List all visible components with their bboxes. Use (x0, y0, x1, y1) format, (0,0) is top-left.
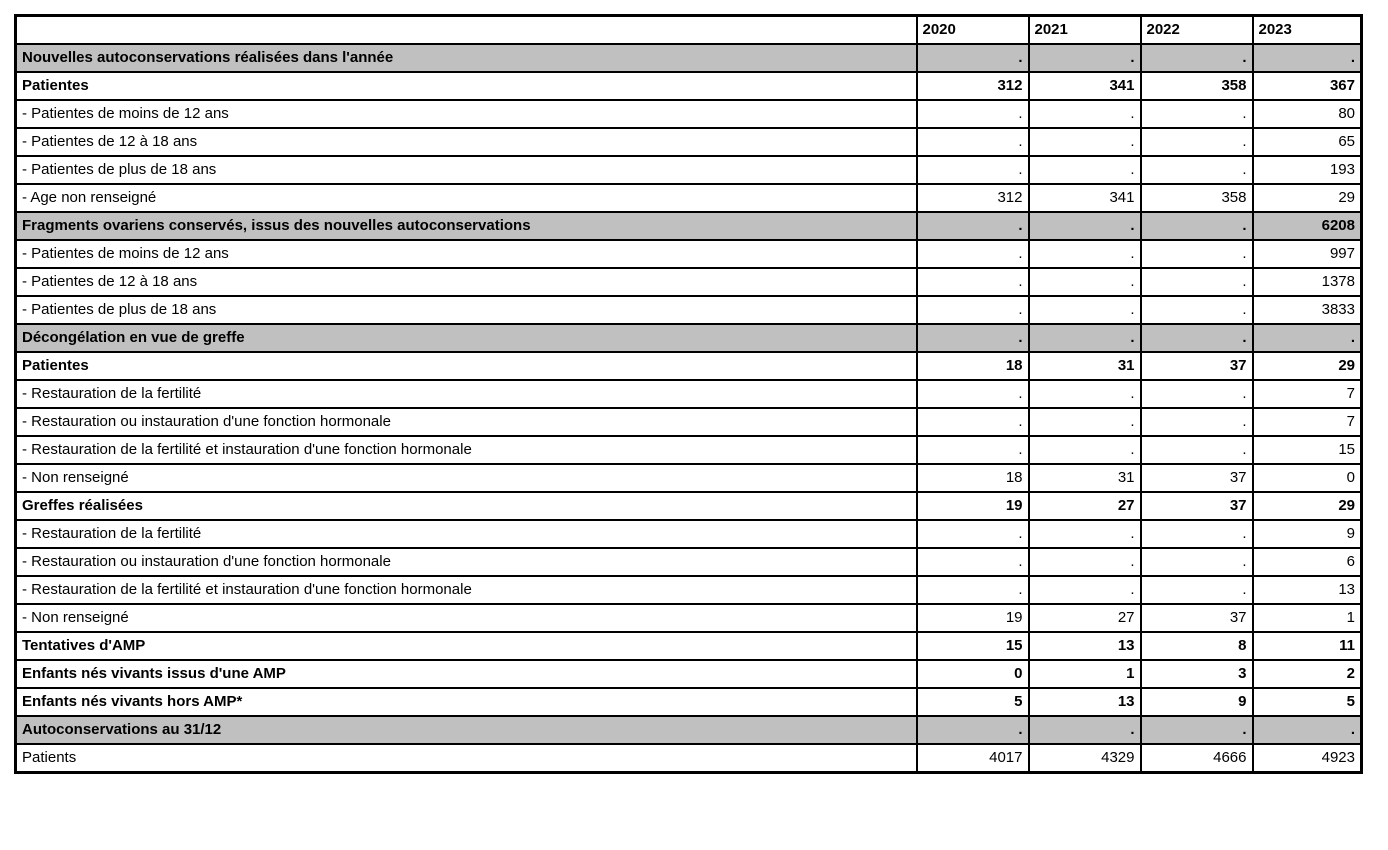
cell-value: . (1029, 212, 1141, 240)
table-row (16, 184, 1362, 212)
column-header-2020: 2020 (917, 16, 1029, 45)
cell-value: 7 (1253, 408, 1362, 436)
row-label: - Non renseigné (16, 464, 917, 492)
cell-value: . (1029, 548, 1141, 576)
cell-value: 29 (1253, 352, 1362, 380)
cell-value: . (1141, 548, 1253, 576)
cell-value: 37 (1141, 604, 1253, 632)
cell-value: . (1029, 100, 1141, 128)
cell-value: . (1141, 156, 1253, 184)
table-row (16, 436, 1362, 464)
table-row (16, 520, 1362, 548)
row-label: - Non renseigné (16, 604, 917, 632)
cell-value: . (1141, 380, 1253, 408)
table-row (16, 716, 1362, 744)
cell-value: . (1029, 408, 1141, 436)
cell-value: 13 (1253, 576, 1362, 604)
cell-value: 9 (1141, 688, 1253, 716)
cell-value: . (917, 408, 1029, 436)
cell-value: . (1029, 324, 1141, 352)
cell-value: 341 (1029, 184, 1141, 212)
table-row (16, 324, 1362, 352)
row-label: - Restauration de la fertilité (16, 520, 917, 548)
row-label: - Patientes de plus de 18 ans (16, 156, 917, 184)
cell-value: . (1029, 44, 1141, 72)
cell-value: 37 (1141, 352, 1253, 380)
table-row (16, 212, 1362, 240)
cell-value: . (1029, 156, 1141, 184)
cell-value: . (1029, 520, 1141, 548)
row-label: - Patientes de 12 à 18 ans (16, 128, 917, 156)
cell-value: 1378 (1253, 268, 1362, 296)
cell-value: . (1141, 576, 1253, 604)
cell-value: 8 (1141, 632, 1253, 660)
cell-value: . (1029, 268, 1141, 296)
row-label: Autoconservations au 31/12 (16, 716, 917, 744)
row-label: - Patientes de 12 à 18 ans (16, 268, 917, 296)
cell-value: 358 (1141, 184, 1253, 212)
table-row (16, 128, 1362, 156)
cell-value: . (917, 324, 1029, 352)
cell-value: 6 (1253, 548, 1362, 576)
table-row (16, 156, 1362, 184)
cell-value: 6208 (1253, 212, 1362, 240)
cell-value: 2 (1253, 660, 1362, 688)
row-label: - Restauration de la fertilité et instauration d'une fonction hormonale (16, 436, 917, 464)
cell-value: . (1029, 380, 1141, 408)
cell-value: . (917, 240, 1029, 268)
cell-value: 27 (1029, 492, 1141, 520)
row-label: - Patientes de moins de 12 ans (16, 240, 917, 268)
cell-value: 1 (1029, 660, 1141, 688)
cell-value: . (1253, 324, 1362, 352)
table-row (16, 576, 1362, 604)
cell-value: 19 (917, 604, 1029, 632)
row-label: Patientes (16, 72, 917, 100)
table-row (16, 744, 1362, 773)
row-label: Enfants nés vivants issus d'une AMP (16, 660, 917, 688)
table-row (16, 632, 1362, 660)
cell-value: 13 (1029, 632, 1141, 660)
cell-value: . (917, 436, 1029, 464)
cell-value: 27 (1029, 604, 1141, 632)
cell-value: . (1141, 408, 1253, 436)
cell-value: . (1141, 240, 1253, 268)
row-label: Greffes réalisées (16, 492, 917, 520)
cell-value: 0 (917, 660, 1029, 688)
table-row (16, 296, 1362, 324)
cell-value: . (917, 156, 1029, 184)
cell-value: . (917, 268, 1029, 296)
cell-value: 18 (917, 464, 1029, 492)
cell-value: . (1141, 100, 1253, 128)
cell-value: 80 (1253, 100, 1362, 128)
table-row (16, 604, 1362, 632)
cell-value: . (1141, 44, 1253, 72)
cell-value: . (1141, 268, 1253, 296)
row-label: Enfants nés vivants hors AMP* (16, 688, 917, 716)
cell-value: . (1029, 716, 1141, 744)
cell-value: . (1253, 44, 1362, 72)
cell-value: . (1029, 128, 1141, 156)
cell-value: 0 (1253, 464, 1362, 492)
table-row (16, 688, 1362, 716)
cell-value: 37 (1141, 492, 1253, 520)
cell-value: 31 (1029, 352, 1141, 380)
cell-value: . (1141, 128, 1253, 156)
row-label: - Age non renseigné (16, 184, 917, 212)
cell-value: 4923 (1253, 744, 1362, 773)
cell-value: 312 (917, 72, 1029, 100)
cell-value: 312 (917, 184, 1029, 212)
table-row (16, 492, 1362, 520)
cell-value: 15 (1253, 436, 1362, 464)
cell-value: . (917, 100, 1029, 128)
cell-value: . (917, 44, 1029, 72)
cell-value: . (917, 576, 1029, 604)
cell-value: . (917, 716, 1029, 744)
cell-value: 5 (1253, 688, 1362, 716)
cell-value: 19 (917, 492, 1029, 520)
cell-value: . (1029, 240, 1141, 268)
cell-value: . (1141, 716, 1253, 744)
cell-value: 5 (917, 688, 1029, 716)
cell-value: 3833 (1253, 296, 1362, 324)
table-row (16, 100, 1362, 128)
cell-value: 4329 (1029, 744, 1141, 773)
cell-value: 997 (1253, 240, 1362, 268)
cell-value: . (1029, 436, 1141, 464)
cell-value: . (917, 128, 1029, 156)
cell-value: . (1029, 296, 1141, 324)
cell-value: . (1029, 576, 1141, 604)
table-row (16, 660, 1362, 688)
cell-value: 29 (1253, 184, 1362, 212)
row-label: - Patientes de plus de 18 ans (16, 296, 917, 324)
corner-cell (16, 16, 917, 45)
cell-value: 11 (1253, 632, 1362, 660)
row-label: - Patientes de moins de 12 ans (16, 100, 917, 128)
cell-value: 65 (1253, 128, 1362, 156)
column-header-2021: 2021 (1029, 16, 1141, 45)
cell-value: 31 (1029, 464, 1141, 492)
cell-value: . (917, 380, 1029, 408)
cell-value: . (1141, 436, 1253, 464)
table-row (16, 464, 1362, 492)
cell-value: 4666 (1141, 744, 1253, 773)
cell-value: 9 (1253, 520, 1362, 548)
cell-value: . (1141, 296, 1253, 324)
row-label: - Restauration ou instauration d'une fonction hormonale (16, 548, 917, 576)
row-label: Fragments ovariens conservés, issus des nouvelles autoconservations (16, 212, 917, 240)
cell-value: 1 (1253, 604, 1362, 632)
header-row (16, 16, 1362, 45)
table-row (16, 408, 1362, 436)
table-row (16, 44, 1362, 72)
cell-value: . (1253, 716, 1362, 744)
table-row (16, 240, 1362, 268)
row-label: Décongélation en vue de greffe (16, 324, 917, 352)
cell-value: . (1141, 520, 1253, 548)
row-label: - Restauration de la fertilité (16, 380, 917, 408)
cell-value: 341 (1029, 72, 1141, 100)
table-row (16, 380, 1362, 408)
cell-value: 29 (1253, 492, 1362, 520)
cell-value: . (917, 212, 1029, 240)
column-header-2023: 2023 (1253, 16, 1362, 45)
cell-value: 7 (1253, 380, 1362, 408)
column-header-2022: 2022 (1141, 16, 1253, 45)
cell-value: 15 (917, 632, 1029, 660)
cell-value: . (1141, 212, 1253, 240)
table-row (16, 548, 1362, 576)
row-label: Patients (16, 744, 917, 773)
cell-value: 3 (1141, 660, 1253, 688)
cell-value: . (917, 548, 1029, 576)
cell-value: 193 (1253, 156, 1362, 184)
cell-value: 18 (917, 352, 1029, 380)
cell-value: 367 (1253, 72, 1362, 100)
row-label: - Restauration ou instauration d'une fonction hormonale (16, 408, 917, 436)
table-row (16, 72, 1362, 100)
autoconservation-data-table (14, 14, 1363, 774)
cell-value: 37 (1141, 464, 1253, 492)
cell-value: . (1141, 324, 1253, 352)
table-row (16, 352, 1362, 380)
cell-value: . (917, 520, 1029, 548)
cell-value: . (917, 296, 1029, 324)
cell-value: 4017 (917, 744, 1029, 773)
row-label: Patientes (16, 352, 917, 380)
cell-value: 13 (1029, 688, 1141, 716)
row-label: - Restauration de la fertilité et instauration d'une fonction hormonale (16, 576, 917, 604)
row-label: Nouvelles autoconservations réalisées dans l'année (16, 44, 917, 72)
cell-value: 358 (1141, 72, 1253, 100)
row-label: Tentatives d'AMP (16, 632, 917, 660)
table-row (16, 268, 1362, 296)
